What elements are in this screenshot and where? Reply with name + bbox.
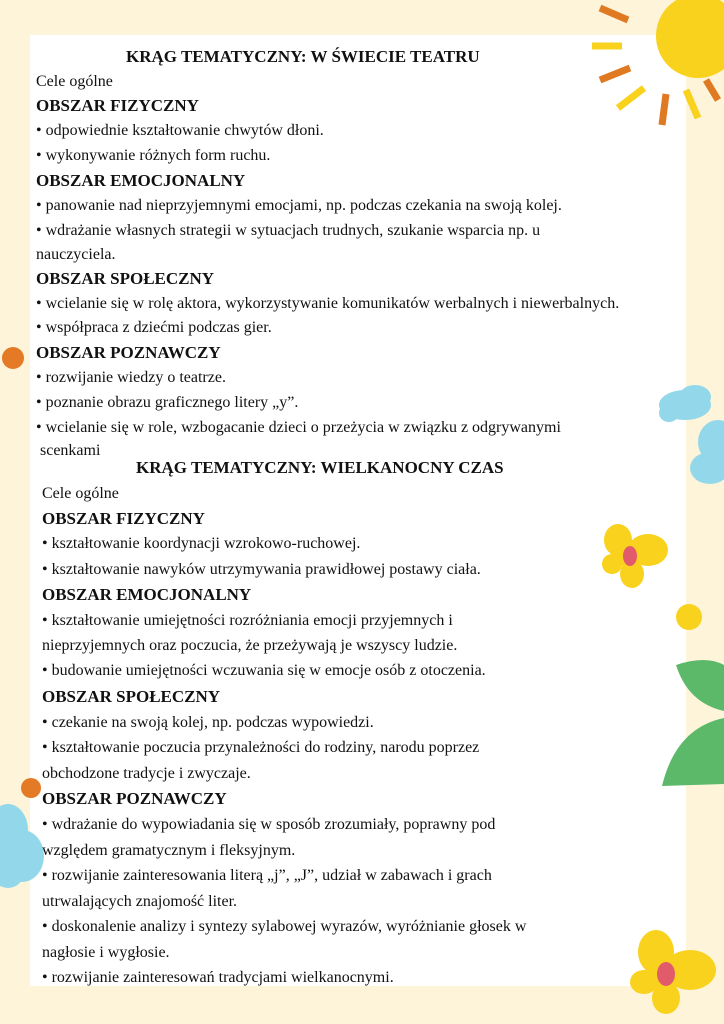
list-item: • poznanie obrazu graficznego litery „y”. (36, 394, 299, 411)
area-heading: OBSZAR POZNAWCZY (42, 789, 227, 808)
area-heading: OBSZAR POZNAWCZY (36, 343, 221, 362)
list-item: • panowanie nad nieprzyjemnymi emocjami, np. podczas czekania na swoją kolej. (36, 197, 562, 214)
list-item: scenkami (36, 442, 101, 459)
dot-icon (19, 776, 43, 800)
list-item: utrwalających znajomość liter. (42, 893, 238, 910)
list-item: • rozwijanie zainteresowania literą „j”, „J”, udział w zabawach i grach (42, 867, 492, 884)
subtitle: Cele ogólne (36, 73, 113, 90)
cloud-icon (686, 418, 724, 490)
list-item: • wdrażanie własnych strategii w sytuacjach trudnych, szukanie wsparcia np. u (36, 222, 541, 239)
list-item: nauczyciela. (36, 246, 116, 263)
list-item: • kształtowanie umiejętności rozróżniania emocji przyjemnych i (42, 612, 453, 629)
list-item: • współpraca z dziećmi podczas gier. (36, 319, 272, 336)
leaf-icon (676, 655, 724, 715)
flower-icon (626, 928, 718, 1018)
list-item: • kształtowanie koordynacji wzrokowo-ruchowej. (42, 535, 361, 552)
list-item: • kształtowanie poczucia przynależności do rodziny, narodu poprzez (42, 739, 480, 756)
list-item: nagłosie i wygłosie. (42, 944, 170, 961)
list-item: • wcielanie się w role, wzbogacanie dzieci o przeżycia w związku z odgrywanymi (36, 419, 561, 436)
list-item: • rozwijanie zainteresowań tradycjami wielkanocnymi. (42, 969, 394, 986)
list-item: • kształtowanie nawyków utrzymywania prawidłowej postawy ciała. (42, 561, 481, 578)
list-item: względem gramatycznym i fleksyjnym. (42, 842, 296, 859)
area-heading: OBSZAR EMOCJONALNY (42, 585, 252, 604)
cloud-icon (0, 800, 44, 892)
area-heading: OBSZAR FIZYCZNY (42, 509, 205, 528)
list-item: obchodzone tradycje i zwyczaje. (42, 765, 251, 782)
list-item: • wykonywanie różnych form ruchu. (36, 147, 271, 164)
list-item: • odpowiednie kształtowanie chwytów dłoni. (36, 122, 324, 139)
section-title: KRĄG TEMATYCZNY: W ŚWIECIE TEATRU (126, 47, 480, 66)
subtitle: Cele ogólne (42, 485, 119, 502)
list-item: • rozwijanie wiedzy o teatrze. (36, 369, 226, 386)
list-item: • wdrażanie do wypowiadania się w sposób zrozumiały, poprawny pod (42, 816, 496, 833)
area-heading: OBSZAR FIZYCZNY (36, 96, 199, 115)
area-heading: OBSZAR EMOCJONALNY (36, 171, 246, 190)
list-item: • budowanie umiejętności wczuwania się w emocje osób z otoczenia. (42, 662, 486, 679)
list-item: • doskonalenie analizy i syntezy sylabowej wyrazów, wyróżnianie głosek w (42, 918, 527, 935)
list-item: • wcielanie się w rolę aktora, wykorzystywanie komunikatów werbalnych i niewerbalnych. (36, 295, 620, 312)
area-heading: OBSZAR SPOŁECZNY (42, 687, 221, 706)
sun-icon (580, 0, 724, 135)
section-title: KRĄG TEMATYCZNY: WIELKANOCNY CZAS (136, 458, 504, 477)
area-heading: OBSZAR SPOŁECZNY (36, 269, 215, 288)
dot-icon (1, 346, 25, 370)
list-item: • czekanie na swoją kolej, np. podczas wypowiedzi. (42, 714, 374, 731)
leaf-icon (660, 718, 724, 788)
flower-icon (598, 518, 672, 592)
dot-icon (675, 603, 703, 631)
list-item: nieprzyjemnych oraz poczucia, że przeżywają je wszyscy ludzie. (42, 637, 458, 654)
